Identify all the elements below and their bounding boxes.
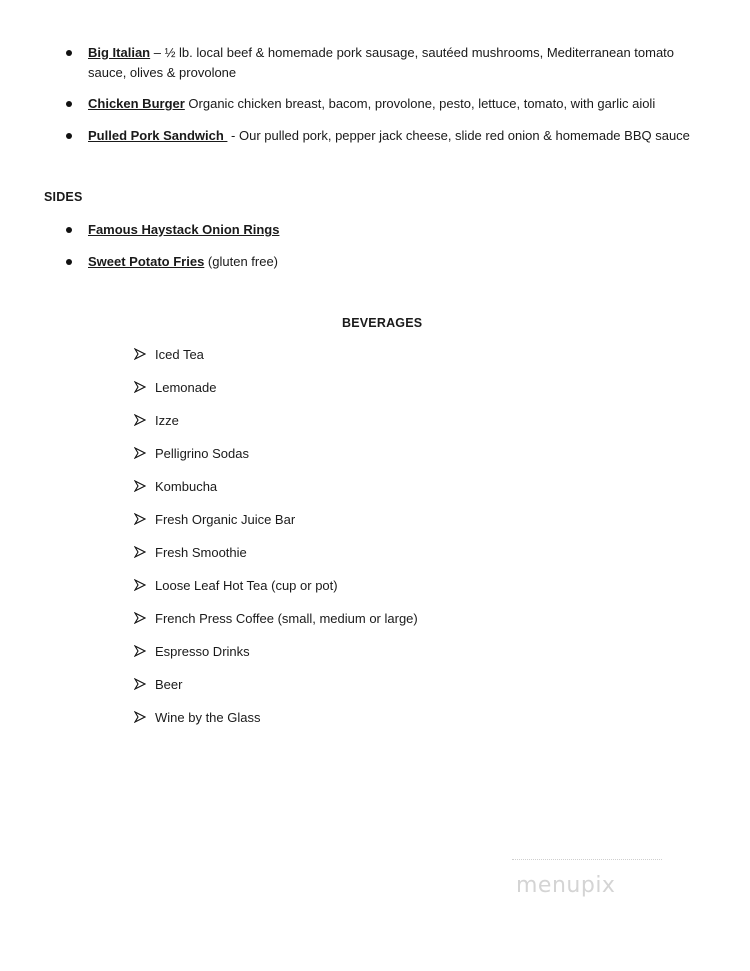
item-description: Organic chicken breast, bacom, provolone, pesto, lettuce, tomato, with garlic aioli xyxy=(184,96,656,111)
bullet-icon xyxy=(66,101,72,107)
beverage-label: Beer xyxy=(155,677,183,692)
beverage-label: Espresso Drinks xyxy=(155,644,250,659)
item-description: – ½ lb. local beef & homemade pork sausage, sautéed mushrooms, Mediterranean tomato sauce, olives & provolone xyxy=(88,45,675,80)
item-name: Sweet Potato Fries xyxy=(88,254,205,269)
arrow-bullet-icon xyxy=(134,645,146,657)
item-description: (gluten free) xyxy=(204,254,279,269)
beverage-label: Fresh Organic Juice Bar xyxy=(155,512,296,527)
bullet-icon xyxy=(66,227,72,233)
beverage-label: Iced Tea xyxy=(155,347,204,362)
arrow-bullet-icon xyxy=(134,480,146,492)
bullet-icon xyxy=(66,50,72,56)
arrow-bullet-icon xyxy=(134,414,146,426)
list-item xyxy=(88,220,698,240)
list-item xyxy=(88,126,698,146)
beverages-heading: BEVERAGES xyxy=(342,316,423,330)
item-name: Chicken Burger xyxy=(88,96,185,111)
arrow-bullet-icon xyxy=(134,612,146,624)
arrow-bullet-icon xyxy=(134,513,146,525)
bullet-icon xyxy=(66,133,72,139)
arrow-bullet-icon xyxy=(134,381,146,393)
sides-heading: SIDES xyxy=(44,190,83,204)
watermark-logo: menupix xyxy=(516,873,616,898)
beverage-label: Kombucha xyxy=(155,479,218,494)
arrow-bullet-icon xyxy=(134,546,146,558)
list-item xyxy=(88,43,698,83)
list-item xyxy=(88,94,698,114)
list-item xyxy=(88,252,698,272)
item-name: Pulled Pork Sandwich xyxy=(88,128,228,143)
beverage-label: Lemonade xyxy=(155,380,217,395)
item-description: - Our pulled pork, pepper jack cheese, slide red onion & homemade BBQ sauce xyxy=(227,128,690,143)
bullet-icon xyxy=(66,259,72,265)
watermark-divider xyxy=(512,859,662,860)
arrow-bullet-icon xyxy=(134,579,146,591)
beverage-label: Pelligrino Sodas xyxy=(155,446,249,461)
arrow-bullet-icon xyxy=(134,711,146,723)
arrow-bullet-icon xyxy=(134,348,146,360)
watermark xyxy=(512,855,668,907)
beverage-label: Izze xyxy=(155,413,179,428)
item-name: Big Italian xyxy=(88,45,151,60)
beverage-label: Wine by the Glass xyxy=(155,710,261,725)
item-name: Famous Haystack Onion Rings xyxy=(88,222,280,237)
beverage-label: Fresh Smoothie xyxy=(155,545,247,560)
beverage-label: Loose Leaf Hot Tea (cup or pot) xyxy=(155,578,338,593)
arrow-bullet-icon xyxy=(134,447,146,459)
arrow-bullet-icon xyxy=(134,678,146,690)
beverage-label: French Press Coffee (small, medium or large) xyxy=(155,611,418,626)
